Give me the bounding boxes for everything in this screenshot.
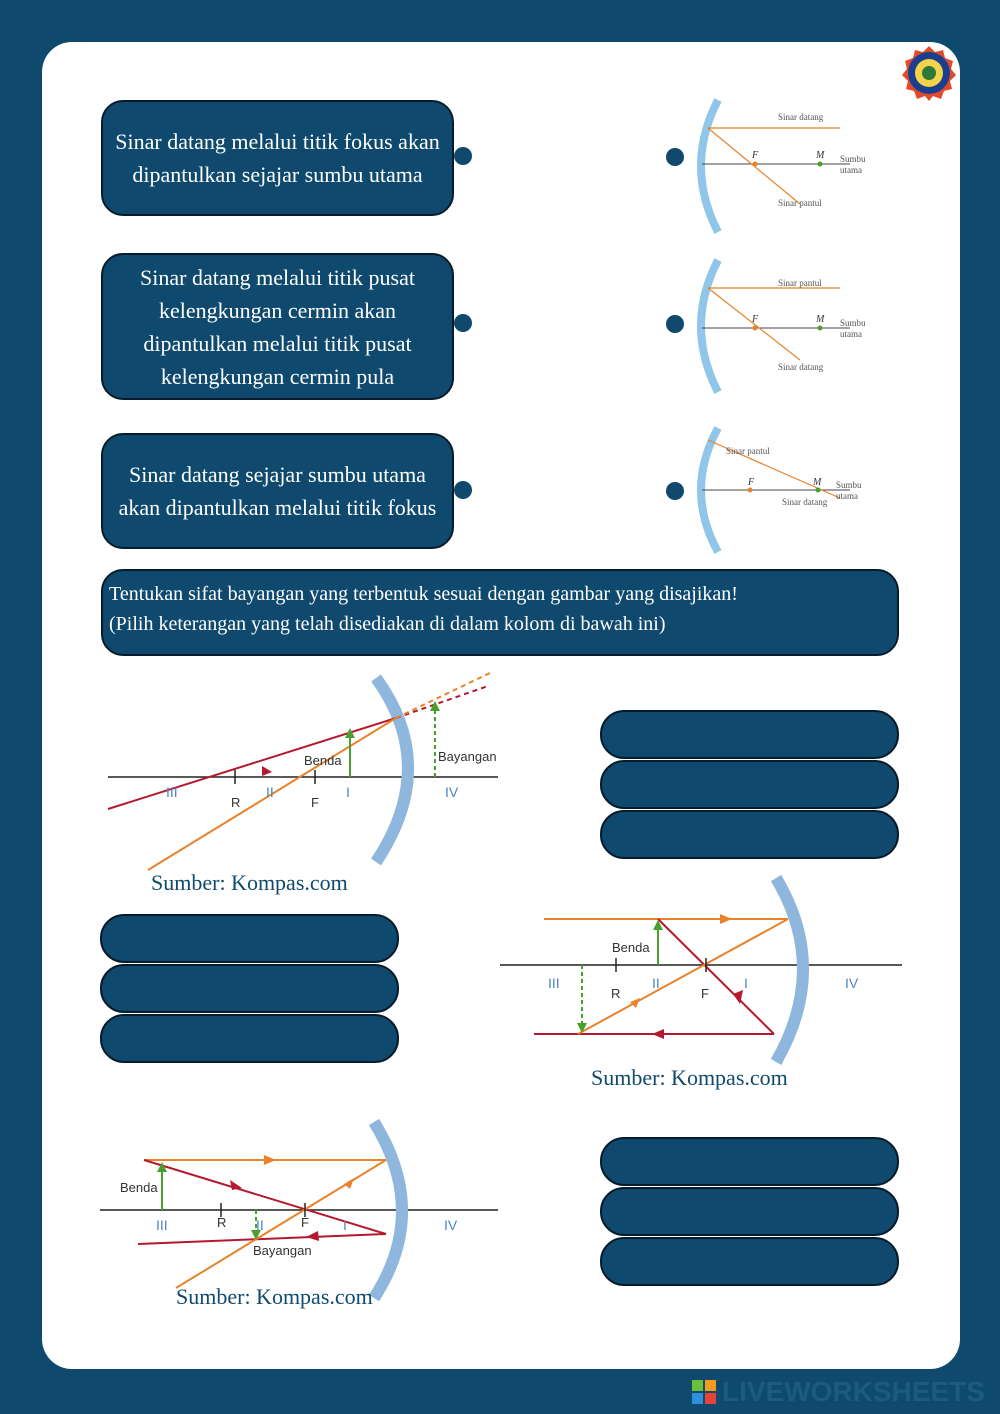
label-m: M	[816, 314, 825, 325]
label-zone-3: III	[156, 1217, 168, 1233]
match-dot-statement-1[interactable]	[454, 147, 472, 165]
answer-box-fig1-1[interactable]	[600, 710, 899, 759]
label-sumbu: Sumbu	[840, 154, 866, 164]
label-sumbu: Sumbu	[840, 318, 866, 328]
answer-box-fig3-1[interactable]	[600, 1137, 899, 1186]
label-sinar-datang: Sinar datang	[778, 362, 824, 372]
mirror-shape	[701, 100, 718, 232]
label-utama: utama	[840, 329, 862, 339]
answer-box-fig2-1[interactable]	[100, 914, 399, 963]
statement-text-2: Sinar datang melalui titik pusat kelengkungan cermin akan dipantulkan melalui titik pusat kelengkungan cermin pula	[140, 264, 415, 389]
label-benda: Benda	[120, 1180, 158, 1195]
match-dot-statement-2[interactable]	[454, 314, 472, 332]
label-f: F	[701, 986, 709, 1001]
mirror-shape	[376, 678, 408, 862]
answer-box-fig1-2[interactable]	[600, 760, 899, 809]
instruction-card	[101, 569, 899, 656]
figure-2-concave-mirror	[500, 872, 905, 1067]
answer-box-fig2-2[interactable]	[100, 964, 399, 1013]
label-utama: utama	[840, 165, 862, 175]
label-m: M	[813, 477, 822, 488]
statement-card-2	[101, 253, 454, 400]
brand-text: LIVEWORKSHEETS	[722, 1376, 985, 1407]
statement-text-3: Sinar datang sejajar sumbu utama akan dipantulkan melalui titik fokus	[118, 462, 437, 520]
label-zone-3: III	[166, 784, 178, 800]
figure-1-concave-mirror	[100, 666, 520, 876]
label-zone-2: II	[266, 784, 274, 800]
mirror-shape	[776, 878, 803, 1062]
label-sinar-datang: Sinar datang	[782, 497, 828, 507]
label-zone-3: III	[548, 975, 560, 991]
figure-3-source: Sumber: Kompas.com	[176, 1284, 373, 1309]
ray-diagram-3	[680, 424, 870, 556]
answer-box-fig3-3[interactable]	[600, 1237, 899, 1286]
label-f: F	[752, 314, 759, 325]
label-zone-1: I	[343, 1217, 347, 1233]
statement-text-1: Sinar datang melalui titik fokus akan dipantulkan sejajar sumbu utama	[115, 129, 440, 187]
label-benda: Benda	[612, 940, 650, 955]
label-sinar-pantul: Sinar pantul	[778, 278, 822, 288]
liveworksheets-logo-icon	[692, 1380, 716, 1404]
statement-card-1	[101, 100, 454, 216]
label-zone-4: IV	[845, 975, 859, 991]
label-sinar-datang: Sinar datang	[778, 112, 824, 122]
label-benda: Benda	[304, 753, 342, 768]
label-zone-2: II	[256, 1217, 264, 1233]
label-f: F	[311, 795, 319, 810]
figure-3-concave-mirror	[98, 1118, 503, 1303]
ray-diagram-2	[680, 256, 870, 396]
label-f: F	[748, 477, 755, 488]
label-r: R	[231, 795, 241, 810]
label-sumbu: Sumbu	[836, 480, 862, 490]
institution-logo	[900, 44, 958, 102]
label-sinar-pantul: Sinar pantul	[778, 198, 822, 208]
ray-diagram-1	[680, 96, 870, 236]
label-zone-4: IV	[445, 784, 459, 800]
figure-1-source: Sumber: Kompas.com	[151, 870, 348, 895]
match-dot-statement-3[interactable]	[454, 481, 472, 499]
label-zone-1: I	[346, 784, 350, 800]
label-r: R	[611, 986, 621, 1001]
label-sinar-pantul: Sinar pantul	[726, 446, 770, 456]
label-zone-4: IV	[444, 1217, 458, 1233]
statement-card-3	[101, 433, 454, 549]
answer-box-fig1-3[interactable]	[600, 810, 899, 859]
label-m: M	[816, 150, 825, 161]
instruction-line-2: (Pilih keterangan yang telah disediakan di dalam kolom di bawah ini)	[109, 613, 666, 635]
answer-box-fig2-3[interactable]	[100, 1014, 399, 1063]
instruction-line-1: Tentukan sifat bayangan yang terbentuk sesuai dengan gambar yang disajikan!	[109, 583, 738, 605]
label-bayangan: Bayangan	[253, 1243, 312, 1258]
label-r: R	[217, 1215, 227, 1230]
liveworksheets-brand	[692, 1374, 985, 1410]
figure-2-source: Sumber: Kompas.com	[591, 1065, 788, 1090]
label-bayangan: Bayangan	[438, 749, 497, 764]
label-f: F	[752, 150, 759, 161]
label-zone-2: II	[652, 975, 660, 991]
label-utama: utama	[836, 491, 858, 501]
label-zone-1: I	[744, 975, 748, 991]
label-f: F	[301, 1215, 309, 1230]
answer-box-fig3-2[interactable]	[600, 1187, 899, 1236]
